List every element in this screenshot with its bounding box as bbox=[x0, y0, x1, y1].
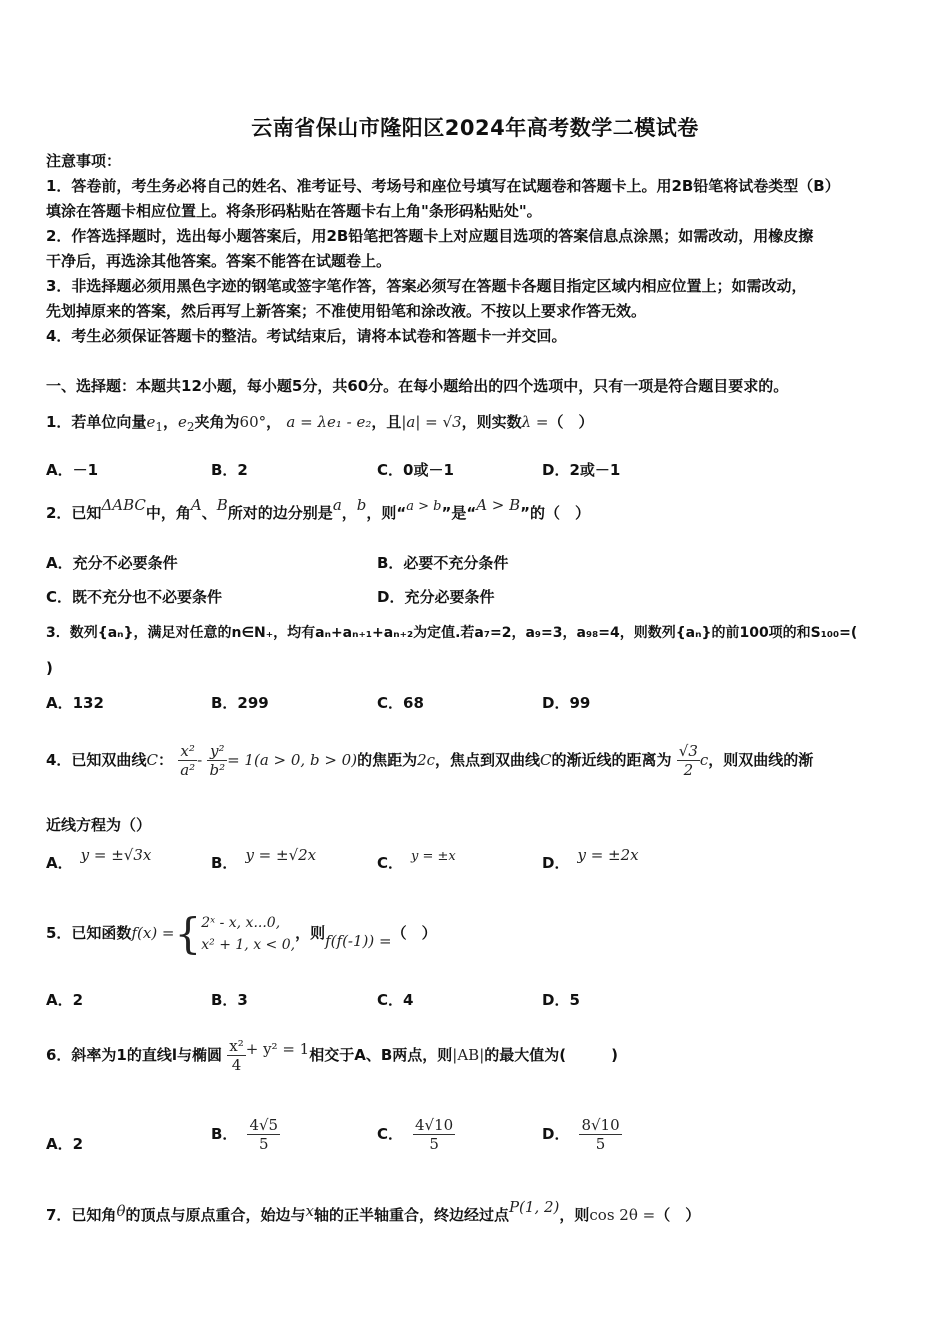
q3-option-d: D．99 bbox=[542, 694, 591, 712]
page-title: 云南省保山市隆阳区2024年高考数学二模试卷 bbox=[251, 116, 699, 140]
q5-option-d: D．5 bbox=[542, 991, 580, 1009]
q6-option-b: B． $\frac{4√5}{5}$ bbox=[211, 1116, 279, 1153]
question-3: 3．数列{aₙ}，满足对任意的n∈N₊，均有aₙ+aₙ₊₁+aₙ₊₂为定值.若a₇=2，a₉=3，a₉₈=4，则数列{aₙ}的前100项的和S₁₀₀=( bbox=[46, 625, 858, 641]
q3-option-a: A．132 bbox=[46, 694, 104, 712]
piecewise-cases: 2ˣ - x, x...0, x² + 1, x < 0, bbox=[201, 914, 296, 953]
question-4: 4．已知双曲线C： $\frac{\text{x²}}{\text{a²}}$ - $\frac{\text{y²}}{\text{b²}}$ = 1(a > 0, b > 0)的焦距为2c，焦点到双曲线C的渐近线的距离为 $\frac{√3}{2}$ c，则双曲线的渐 bbox=[46, 742, 814, 779]
q5-option-b: B．3 bbox=[211, 991, 248, 1009]
notice-line: 干净后，再选涂其他答案。答案不能答在试题卷上。 bbox=[46, 252, 392, 270]
q4-option-a: A． y = ±√3x bbox=[46, 846, 152, 872]
fraction: $\frac{\text{y²}}{\text{b²}}$ bbox=[209, 742, 226, 779]
q4-option-c: C． y = ±x bbox=[377, 849, 456, 872]
fraction: $\frac{√3}{2}$ bbox=[678, 742, 698, 779]
notice-heading: 注意事项： bbox=[46, 152, 122, 170]
q2-option-b: B．必要不充分条件 bbox=[377, 554, 509, 572]
section-heading: 一、选择题：本题共12小题，每小题5分，共60分。在每小题给出的四个选项中，只有一项是符合题目要求的。 bbox=[46, 377, 789, 395]
notice-line: 3．非选择题必须用黑色字迹的钢笔或签字笔作答，答案必须写在答题卡各题目指定区域内相应位置上；如需改动， bbox=[46, 277, 807, 295]
q6-option-a: A．2 bbox=[46, 1135, 84, 1153]
question-3-cont: ) bbox=[46, 659, 53, 677]
fraction: $\frac{4√10}{5}$ bbox=[415, 1116, 454, 1153]
q1-option-b: B．2 bbox=[211, 461, 248, 479]
q5-option-a: A．2 bbox=[46, 991, 84, 1009]
q2-option-c: C．既不充分也不必要条件 bbox=[46, 588, 223, 606]
fraction: $\frac{4√5}{5}$ bbox=[249, 1116, 279, 1153]
notice-line: 1．答卷前，考生务必将自己的姓名、准考证号、考场号和座位号填写在试题卷和答题卡上。用2B铅笔将试卷类型（B） bbox=[46, 177, 840, 195]
q1-option-d: D．2或－1 bbox=[542, 461, 621, 479]
brace: { bbox=[174, 908, 202, 958]
question-2: 2．已知ΔABC中，角A、B所对的边分别是a，b，则“a > b”是“A > B”的（ ） bbox=[46, 496, 591, 522]
question-5: 5．已知函数f(x) ={ 2ˣ - x, x...0, x² + 1, x < 0, ，则f(f(-1)) =（ ） bbox=[46, 908, 437, 958]
notice-line: 4．考生必须保证答题卡的整洁。考试结束后，请将本试卷和答题卡一并交回。 bbox=[46, 327, 567, 345]
notice-line: 填涂在答题卡相应位置上。将条形码粘贴在答题卡右上角"条形码粘贴处"。 bbox=[46, 202, 542, 220]
q6-option-d: D． $\frac{8√10}{5}$ bbox=[542, 1116, 620, 1153]
question-1: 1．若单位向量$e_1$，$e_2$夹角为60°， a = λe₁ - e₂，且|a| = √3，则实数λ =（ ） bbox=[46, 413, 594, 434]
q1-option-a: A．－1 bbox=[46, 461, 99, 479]
question-4-cont: 近线方程为（） bbox=[46, 816, 152, 834]
q4-option-d: D． y = ±2x bbox=[542, 846, 639, 872]
q3-option-c: C．68 bbox=[377, 694, 424, 712]
q3-option-b: B．299 bbox=[211, 694, 269, 712]
fraction: $\frac{\text{x²}}{\text{a²}}$ bbox=[180, 742, 196, 779]
q4-option-b: B． y = ±√2x bbox=[211, 846, 317, 872]
question-6: 6．斜率为1的直线l与椭圆 $\frac{\text{x²}}{4}$ + y² = 1相交于A、B两点，则|AB|的最大值为( ) bbox=[46, 1037, 618, 1074]
q6-option-c: C． $\frac{4√10}{5}$ bbox=[377, 1116, 454, 1153]
notice-line: 先划掉原来的答案，然后再写上新答案；不准使用铅笔和涂改液。不按以上要求作答无效。 bbox=[46, 302, 647, 320]
notice-line: 2．作答选择题时，选出每小题答案后，用2B铅笔把答题卡上对应题目选项的答案信息点涂黑；如需改动，用橡皮擦 bbox=[46, 227, 814, 245]
fraction: $\frac{8√10}{5}$ bbox=[581, 1116, 620, 1153]
q1-option-c: C．0或－1 bbox=[377, 461, 454, 479]
q2-option-d: D．充分必要条件 bbox=[377, 588, 495, 606]
q2-option-a: A．充分不必要条件 bbox=[46, 554, 178, 572]
question-7: 7．已知角θ的顶点与原点重合，始边与x轴的正半轴重合，终边经过点P(1, 2)，则cos 2θ =（ ） bbox=[46, 1198, 701, 1224]
q5-option-c: C．4 bbox=[377, 991, 414, 1009]
fraction: $\frac{\text{x²}}{4}$ bbox=[229, 1037, 244, 1074]
